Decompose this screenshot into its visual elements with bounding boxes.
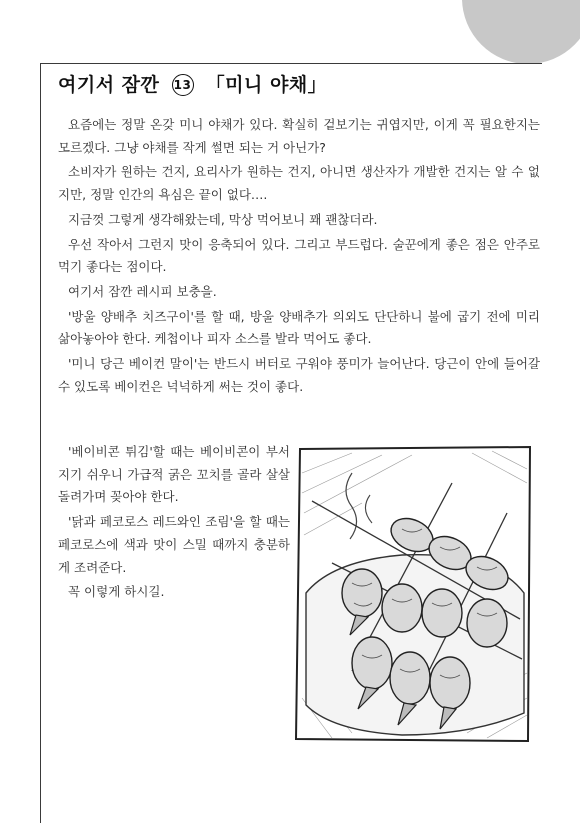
paragraph: '방울 양배추 치즈구이'를 할 때, 방울 양배추가 의외도 단단하니 불에 굽기 전에 미리 삶아놓아야 한다. 케첩이나 피자 소스를 발라 먹어도 좋다. (58, 308, 540, 347)
page-corner-tab (462, 0, 580, 64)
paragraph: 꼭 이렇게 하시길. (68, 584, 165, 600)
page-title (58, 70, 327, 97)
bacon-wrapped-carrot-skewers-illustration (292, 443, 537, 746)
article-body-narrow (58, 441, 290, 606)
paragraph: 지금껏 그렇게 생각해왔는데, 막상 먹어보니 꽤 괜찮더라. (68, 211, 378, 227)
paragraph: 소비자가 원하는 건지, 요리사가 원하는 건지, 아니면 생산자가 개발한 건지는 알 수 없지만, 정말 인간의 욕심은 끝이 없다…. (58, 164, 540, 203)
paragraph: '닭과 페코로스 레드와인 조림'을 할 때는 페코로스에 색과 맛이 스밀 때까지 충분하게 조려준다. (58, 514, 290, 575)
paragraph: 여기서 잠깐 레시피 보충을. (68, 283, 217, 299)
paragraph: '미니 당근 베이컨 말이'는 반드시 버터로 구워야 풍미가 늘어난다. 당근이 안에 들어갈 수 있도록 베이컨은 넉넉하게 써는 것이 좋다. (58, 356, 540, 394)
title-topic: 「미니 야채」 (205, 74, 328, 96)
paragraph: '베이비콘 튀김'할 때는 베이비콘이 부서지기 쉬우니 가급적 굵은 꼬치를 골라 살살 돌려가며 꽂아야 한다. (58, 444, 290, 505)
title-number-badge: 13 (172, 74, 194, 96)
paragraph: 우선 작아서 그런지 맛이 응축되어 있다. 그리고 부드럽다. 술꾼에게 좋은 점은 안주로 먹기 좋다는 점이다. (58, 236, 540, 275)
paragraph: 요즘에는 정말 온갖 미니 야채가 있다. 확실히 겉보기는 귀엽지만, 이게 꼭 필요한지는 모르겠다. 그냥 야채를 작게 썰면 되는 거 아닌가? (58, 117, 540, 155)
article-body (58, 114, 540, 400)
title-prefix: 여기서 잠깐 (58, 74, 160, 96)
